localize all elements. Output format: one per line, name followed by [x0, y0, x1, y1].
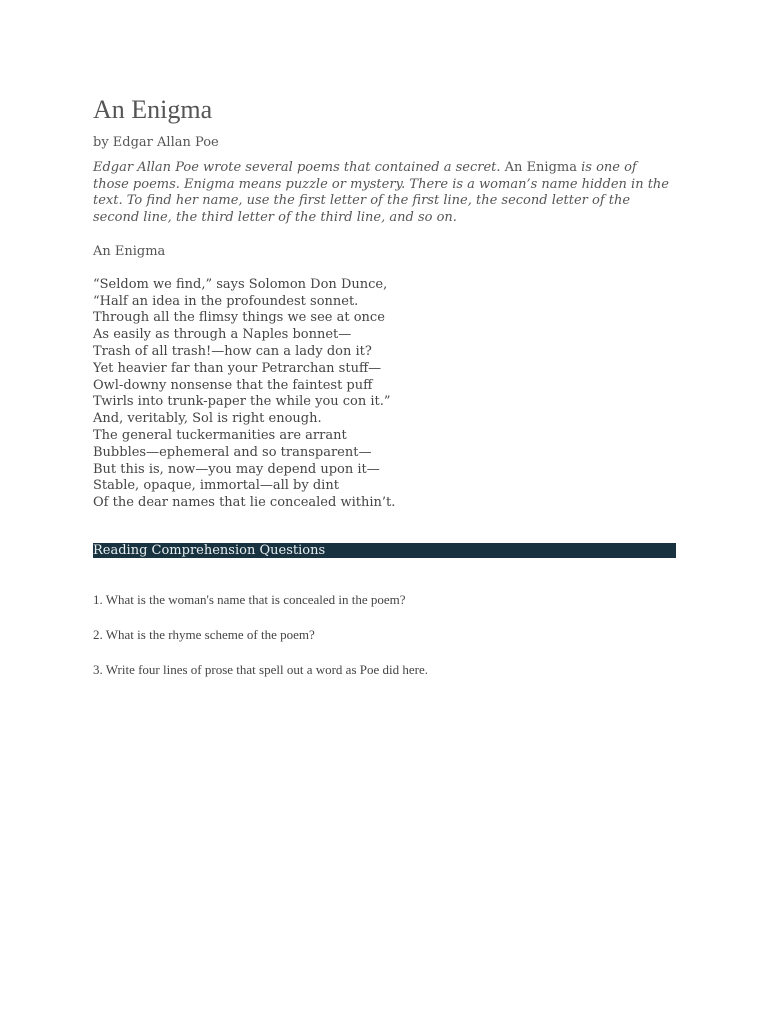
section-heading: Reading Comprehension Questions [93, 542, 326, 558]
poem-line: Bubbles—ephemeral and so transparent— [93, 444, 372, 460]
poem-line: And, veritably, Sol is right enough. [93, 411, 322, 427]
poem-line: Twirls into trunk-paper the while you con it.” [93, 394, 391, 410]
poem-title: An Enigma [93, 243, 166, 259]
poem-line: Of the dear names that lie concealed within’t. [93, 495, 396, 511]
intro-text-2: is one of those poems. Enigma means puzzle or mystery. There is a woman’s name hidden in the text. To find her name, use the first letter of the first line, the second letter of the second line, the third letter of the third line, and so on. [93, 160, 669, 226]
document-page [93, 96, 676, 696]
poem-line: Stable, opaque, immortal—all by dint [93, 478, 339, 494]
intro-paragraph [93, 160, 676, 227]
poem-body [93, 277, 676, 512]
poem-line: As easily as through a Naples bonnet— [93, 327, 352, 343]
poem-line: But this is, now—you may depend upon it— [93, 461, 380, 477]
questions-list [93, 591, 676, 679]
question-item: 3. Write four lines of prose that spell out a word as Poe did here. [93, 661, 428, 677]
intro-poem-title: An Enigma [504, 160, 577, 175]
intro-text-1: Edgar Allan Poe wrote several poems that contained a secret. [93, 160, 505, 175]
document-title: An Enigma [93, 95, 213, 124]
poem-line: Through all the flimsy things we see at once [93, 310, 385, 326]
poem-line: Yet heavier far than your Petrarchan stuff— [93, 360, 382, 376]
poem-line: Owl-downy nonsense that the faintest puff [93, 377, 373, 393]
poem-line: “Half an idea in the profoundest sonnet. [93, 293, 359, 309]
question-item: 1. What is the woman's name that is concealed in the poem? [93, 591, 406, 607]
author-byline: by Edgar Allan Poe [93, 135, 219, 150]
poem-line: The general tuckermanities are arrant [93, 427, 347, 443]
poem-line: Trash of all trash!—how can a lady don it? [93, 344, 372, 359]
poem-line: “Seldom we find,” says Solomon Don Dunce, [93, 276, 388, 292]
section-heading-bar [93, 543, 676, 558]
question-item: 2. What is the rhyme scheme of the poem? [93, 626, 315, 642]
